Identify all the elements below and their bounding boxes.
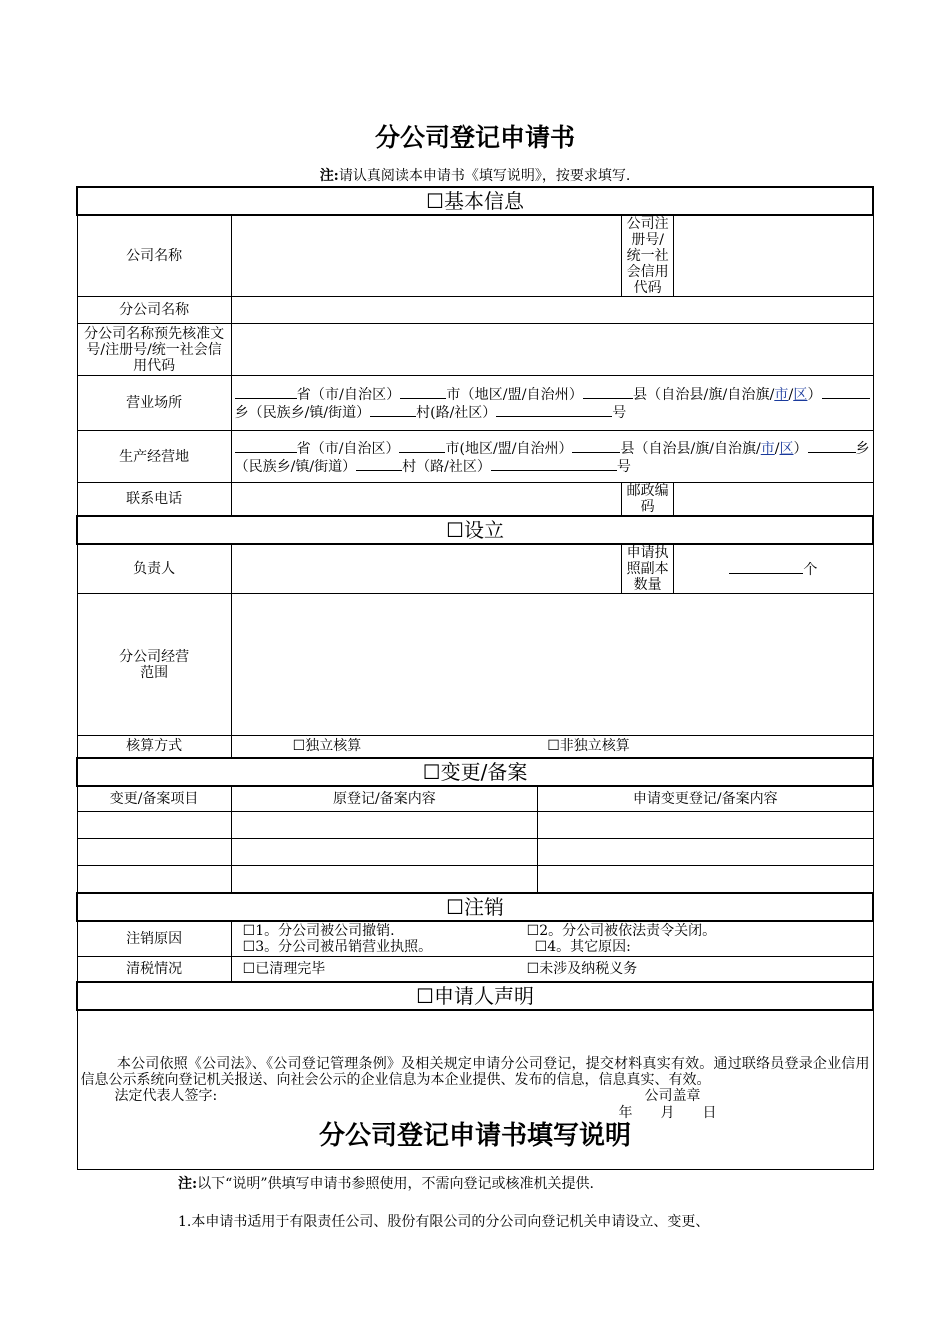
instructions-title: 分公司登记申请书填写说明 [318, 1121, 631, 1151]
instructions-note-label: 注: [178, 1176, 198, 1192]
legal-rep-signature-label: 法定代表人签字: [114, 1087, 218, 1104]
checkbox-independent[interactable]: ☐独立核算 [292, 738, 362, 755]
table-row [77, 866, 873, 893]
label-branch-name: 分公司名称 [77, 297, 231, 324]
tax-status-options [231, 957, 873, 982]
date-line: 年 月 日 [618, 1104, 717, 1121]
col-change-item: 变更/备案项目 [77, 786, 231, 812]
premises-address[interactable]: 省（市/自治区） 市（地区/盟/自治州） 县（自治县/旗/自治旗/市/区）乡（民族乡/镇/街道） 村(路/社区） 号 [231, 376, 873, 431]
note-label: 注: [319, 168, 339, 184]
production-address[interactable]: 省（市/自治区） 市(地区/盟/自治州） 县（自治县/旗/自治旗/市/区） 乡（民族乡/镇/街道） 村（路/社区） 号 [231, 431, 873, 483]
table-row [77, 812, 873, 839]
input-postcode[interactable] [674, 483, 873, 517]
instructions-note-text: 以下“说明”供填写申请书参照使用，不需向登记或核准机关提供. [197, 1176, 594, 1192]
section-basic-info: ☐基本信息 [77, 187, 873, 215]
requested-content-cell[interactable] [538, 812, 873, 839]
checkbox-reason-2[interactable]: ☐2。分公司被依法责令关闭。 [526, 922, 717, 939]
label-postcode: 邮政编码 [622, 483, 674, 517]
application-form [76, 186, 874, 1170]
checkbox-reason-3[interactable]: ☐3。分公司被吊销营业执照。 [242, 938, 433, 955]
label-reg-no: 公司注册号/统一社会信用代码 [622, 215, 674, 297]
cancel-reason-options [231, 921, 873, 957]
label-person-in-charge: 负责人 [77, 544, 231, 594]
label-company-name: 公司名称 [77, 215, 231, 297]
section-declaration: ☐申请人声明 [77, 982, 873, 1010]
change-item-cell[interactable] [77, 839, 231, 866]
form-note [0, 165, 950, 185]
page-title: 分公司登记申请书 [374, 123, 575, 152]
section-cancel: ☐注销 [77, 893, 873, 921]
label-phone: 联系电话 [77, 483, 231, 517]
company-seal-label: 公司盖章 [644, 1087, 701, 1104]
label-cancel-reason: 注销原因 [77, 921, 231, 957]
label-production-site: 生产经营地 [77, 431, 231, 483]
instructions-note [178, 1173, 594, 1193]
section-setup: ☐设立 [77, 516, 873, 544]
input-phone[interactable] [231, 483, 621, 517]
original-content-cell[interactable] [231, 866, 537, 893]
label-accounting: 核算方式 [77, 736, 231, 758]
input-company-name[interactable] [231, 215, 621, 297]
label-tax-status: 清税情况 [77, 957, 231, 982]
input-reg-no[interactable] [674, 215, 873, 297]
original-content-cell[interactable] [231, 839, 537, 866]
checkbox-non-independent[interactable]: ☐非独立核算 [547, 738, 630, 755]
input-copies[interactable]: 个 [674, 544, 873, 594]
checkbox-tax-cleared[interactable]: ☐已清理完毕 [242, 960, 326, 977]
input-branch-name[interactable] [231, 297, 873, 324]
checkbox-tax-none[interactable]: ☐未涉及纳税义务 [526, 960, 638, 977]
table-row [77, 839, 873, 866]
requested-content-cell[interactable] [538, 839, 873, 866]
declaration-text: 本公司依照《公司法》、《公司登记管理条例》及相关规定申请分公司登记，提交材料真实有效。通过联络员登录企业信用信息公示系统向登记机关报送、向社会公示的企业信息为本企业提供、发布的信息，信息真实、有效。 [80, 1055, 870, 1088]
change-item-cell[interactable] [77, 812, 231, 839]
checkbox-reason-4[interactable]: ☐4。其它原因: [534, 938, 631, 955]
col-original-content: 原登记/备案内容 [231, 786, 537, 812]
accounting-options [231, 736, 873, 758]
label-copies: 申请执照副本数量 [622, 544, 674, 594]
instructions-paragraph-1: 1.本申请书适用于有限责任公司、股份有限公司的分公司向登记机关申请设立、变更、 [178, 1214, 710, 1230]
col-requested-content: 申请变更登记/备案内容 [538, 786, 873, 812]
requested-content-cell[interactable] [538, 866, 873, 893]
label-business-scope: 分公司经营范围 [77, 594, 231, 736]
checkbox-reason-1[interactable]: ☐1。分公司被公司撤销. [242, 922, 395, 939]
label-pre-approval: 分公司名称预先核准文号/注册号/统一社会信用代码 [77, 324, 231, 376]
note-text: 请认真阅读本申请书《填写说明》，按要求填写. [338, 168, 631, 184]
section-change: ☐变更/备案 [77, 758, 873, 786]
input-business-scope[interactable] [231, 594, 873, 736]
original-content-cell[interactable] [231, 812, 537, 839]
input-person-in-charge[interactable] [231, 544, 621, 594]
input-pre-approval[interactable] [231, 324, 873, 376]
label-premises: 营业场所 [77, 376, 231, 431]
change-item-cell[interactable] [77, 866, 231, 893]
